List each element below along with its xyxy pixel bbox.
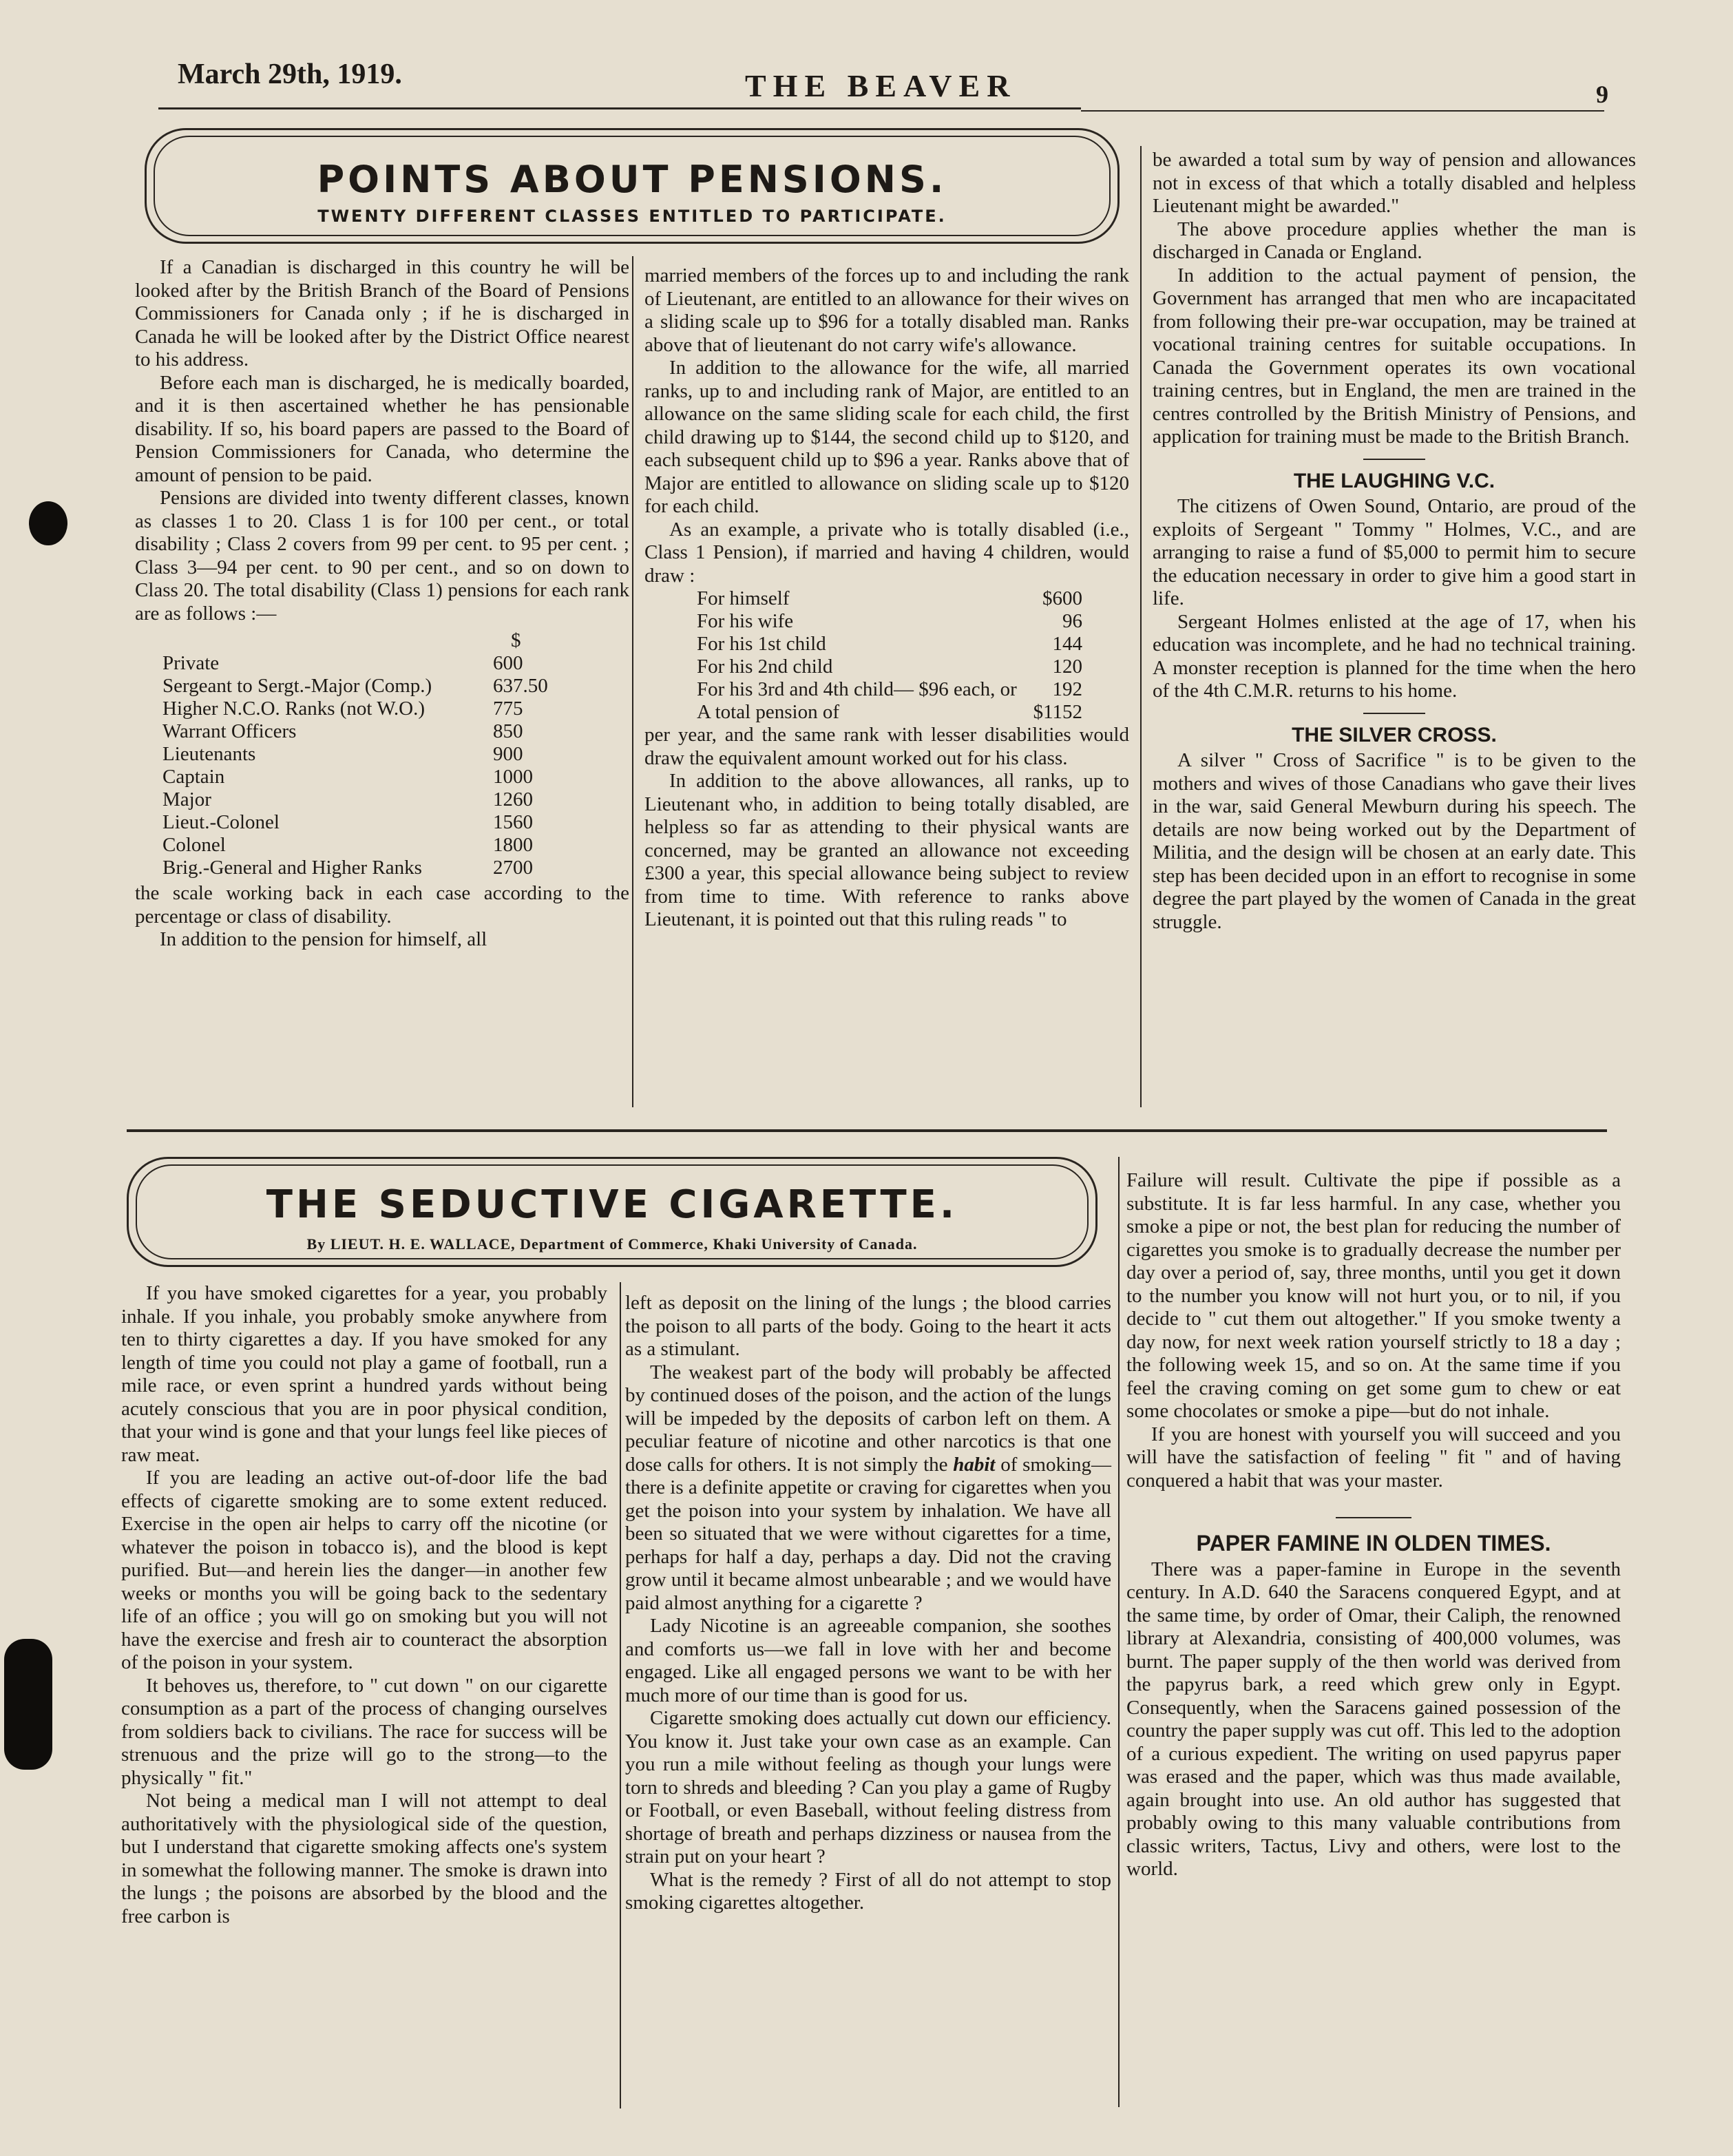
rank-amount: 2700 — [493, 857, 533, 879]
paragraph: married members of the forces up to and including the rank of Lieutenant, are entitled to an allowance for their wives on a sliding scale up to $96 for a totally disabled man. Ranks above that of lieutenant do not carry wife's allowance. — [644, 264, 1129, 356]
rank-name: Brig.-General and Higher Ranks — [162, 857, 422, 879]
draw-label: For his wife — [697, 610, 794, 632]
rank-amount: 900 — [493, 743, 523, 765]
table-row — [162, 811, 548, 834]
column-divider — [1118, 1157, 1120, 2107]
draw-label: For his 2nd child — [697, 656, 833, 678]
paragraph: Sergeant Holmes enlisted at the age of 17, when his education was incomplete, and he had no technical training. A monster reception is planned for the time when the hero of the 4th C.M.R. returns to his home. — [1153, 610, 1636, 702]
rank-amount: 1560 — [493, 811, 533, 833]
cigarette-title-box — [127, 1157, 1097, 1267]
rank-amount: 637.50 — [493, 675, 548, 697]
laughing-vc-title: THE LAUGHING V.C. — [1293, 469, 1495, 492]
paragraph: Not being a medical man I will not attempt to deal authoritatively with the physiological side of the question, but I understand that cigarette smoking affects one's system in somewhat the following manner. The smoke is drawn into the lungs ; the poisons are absorbed by the blood and the free carbon is — [121, 1790, 607, 1927]
table-row — [697, 656, 1082, 678]
rank-pension-table — [162, 629, 548, 879]
paragraph: If you are leading an active out-of-door life the bad effects of cigarette smoking are to some extent reduced. Exercise in the open air helps to carry off the nicotine (or whatever the poison in tobacco is), and the blood is kept purified. But—and herein lies the danger—in another few weeks or months you will be going back to the sedentary life of an office ; you will go on smoking but you will not have the exercise and fresh air to counteract the absorption of the poison in your system. — [121, 1467, 607, 1673]
pensions-title-box — [145, 128, 1120, 244]
table-row — [162, 788, 548, 811]
paragraph: If a Canadian is discharged in this country he will be looked after by the British Branch of the Board of Pensions Commissioners for Canada only ; if he is discharged in Canada he will be looked after by the District Office nearest to his address. — [135, 256, 629, 370]
paragraph: Cigarette smoking does actually cut down our efficiency. You know it. Just take your own case as an example. Can you run a mile without feeling as though your lungs were torn to shreds and bleeding ? Can you play a game of Rugby or Football, or even Baseball, without feeling distress from shortage of breath and perhaps dizziness or nausea from the strain put on your heart ? — [625, 1707, 1111, 1867]
table-row — [162, 766, 548, 788]
draw-label: For his 1st child — [697, 633, 826, 655]
currency-header: $ — [511, 629, 521, 651]
section-rule — [127, 1129, 1607, 1132]
column-divider — [620, 1282, 621, 2108]
paragraph: be awarded a total sum by way of pension and allowances not in excess of that which a totally disabled and helpless Lieutenant might be awarded." — [1153, 149, 1636, 217]
paragraph: There was a paper-famine in Europe in the seventh century. In A.D. 640 the Saracens conquered Egypt, and at the same time, by order of Omar, their Caliph, the renowned library at Alexandria, consisting of 400,000 volumes, was burnt. The paper supply of the then world was derived from the papyrus bark, a reed which grew only in Egypt. Consequently, when the Saracens gained possession of the country the paper supply was cut off. This led to the adoption of a curious expedient. The writing on used papyrus paper was erased and the paper, which was thus made available, again brought into use. An old author has suggested that probably owing to this many valuable contributions from classic writers, Tactus, Livy and others, were lost to the world. — [1126, 1558, 1621, 1880]
rank-amount: 1000 — [493, 766, 533, 788]
rank-amount: 600 — [493, 652, 523, 674]
rank-name: Major — [162, 788, 211, 810]
paragraph: In addition to the pension for himself, all — [160, 928, 487, 950]
paragraph: Failure will result. Cultivate the pipe if possible as a substitute. It is far less harmful. In any case, whether you smoke a pipe or not, the best plan for reducing the number of cigarettes you smoke is to gradually decrease the number per day over a period of, say, three months, until you get it down to the number you know will not hurt you, or to nil, if you decide to " cut them out altogether." If you smoke twenty a day now, for next week ration yourself strictly to 18 a day ; the following week 15, and so on. At the same time if you feel the craving coming on get some gum to chew or eat some chocolates or smoke a pipe—but do not inhale. — [1126, 1169, 1621, 1422]
rank-amount: 1800 — [493, 834, 533, 856]
issue-date: March 29th, 1919. — [178, 59, 402, 90]
draw-value: $600 — [1042, 587, 1082, 609]
draw-value: 96 — [1062, 610, 1082, 632]
emphasis: habit — [953, 1453, 996, 1476]
rank-name: Sergeant to Sergt.-Major (Comp.) — [162, 675, 432, 697]
example-pension-table — [697, 587, 1082, 724]
draw-value: 144 — [1052, 633, 1082, 655]
draw-value: 192 — [1052, 678, 1082, 700]
paragraph: The above procedure applies whether the man is discharged in Canada or England. — [1153, 218, 1636, 263]
table-row — [162, 743, 548, 766]
table-row — [162, 652, 548, 675]
rank-name: Private — [162, 652, 220, 674]
cigarette-byline: By LIEUT. H. E. WALLACE, Department of Commerce, Khaki University of Canada. — [306, 1235, 918, 1253]
rank-name: Lieutenants — [162, 743, 256, 765]
binding-hole-top — [29, 501, 67, 545]
rank-name: Warrant Officers — [162, 720, 297, 742]
paragraph: If you are honest with yourself you will succeed and you will have the satisfaction of feeling " fit " and of having conquered a habit that was your master. — [1126, 1423, 1621, 1492]
paragraph: In addition to the allowance for the wife, all married ranks, up to and including rank of Major, are entitled to an allowance on the same sliding scale for each child, the first child drawing up to $144, the second child up to $120, and each subsequent child up to $96 a year. Ranks above that of Major are entitled to allowance on sliding scale up to $120 for each child. — [644, 357, 1129, 517]
table-row — [162, 857, 548, 879]
rank-amount: 1260 — [493, 788, 533, 810]
divider — [1363, 459, 1425, 460]
header-rule — [158, 107, 1081, 109]
binding-hole-bottom — [4, 1639, 52, 1770]
paragraph: Before each man is discharged, he is medically boarded, and it is then ascertained whether he has pensionable disability. If so, his board papers are passed to the Board of Pension Commissioners for Canada, who determine the amount of pension to be paid. — [135, 371, 629, 486]
silver-cross-title: THE SILVER CROSS. — [1292, 723, 1497, 746]
paragraph: The citizens of Owen Sound, Ontario, are proud of the exploits of Sergeant " Tommy " Holmes, V.C., and are arranging to raise a fund of $5,000 to permit him to secure the education necessary in order to give him a good start in life. — [1153, 495, 1636, 609]
paragraph: A silver " Cross of Sacrifice " is to be given to the mothers and wives of those Canadians who gave their lives in the war, said General Mewburn during his speech. The details are now being worked out by the Department of Militia, and the design will be chosen at an early date. This step has been decided upon in an effort to recognise in some degree the part played by the women of Canada in the great struggle. — [1153, 749, 1636, 933]
cigarette-title: THE SEDUCTIVE CIGARETTE. — [266, 1182, 958, 1227]
divider — [1363, 713, 1425, 714]
cigarette-column-1 — [121, 1282, 607, 1928]
cigarette-column-3 — [1126, 1169, 1621, 1881]
pensions-column-3 — [1153, 149, 1636, 934]
paragraph: In addition to the actual payment of pension, the Government has arranged that men who are incapacitated from following their pre-war occupation, may be trained at vocational training centres for suitable occupations. In Canada the Government operates its own vocational training centres, but in England, the men are trained in the centres controlled by the British Ministry of Pensions, and application for training must be made to the British Branch. — [1153, 264, 1636, 448]
draw-label: For his 3rd and 4th child— $96 each, or — [697, 678, 1017, 700]
paragraph: It behoves us, therefore, to " cut down " on our cigarette consumption as a part of the process of changing ourselves from soldiers back to civilians. The race for success will be strenuous and the prize will go to the strong—to the physically " fit." — [121, 1674, 607, 1789]
draw-label: A total pension of — [697, 701, 840, 723]
rank-amount: 775 — [493, 698, 523, 720]
rank-amount: 850 — [493, 720, 523, 742]
table-row — [162, 698, 548, 720]
table-row — [162, 834, 548, 857]
pensions-column-2 — [644, 264, 1129, 932]
paragraph: As an example, a private who is totally disabled (i.e., Class 1 Pension), if married and having 4 children, would draw : — [644, 518, 1129, 587]
paragraph: the scale working back in each case according to the percentage or class of disability. — [135, 882, 629, 928]
draw-value: 120 — [1052, 656, 1082, 678]
paragraph: left as deposit on the lining of the lungs ; the blood carries the poison to all parts of the body. Going to the heart it acts as a stimulant. — [625, 1292, 1111, 1360]
cigarette-column-2 — [625, 1292, 1111, 1915]
pensions-title: POINTS ABOUT PENSIONS. — [317, 158, 947, 201]
masthead: THE BEAVER — [745, 68, 1017, 103]
draw-value: $1152 — [1033, 701, 1082, 723]
table-row — [697, 633, 1082, 656]
paragraph: If you have smoked cigarettes for a year, you probably inhale. If you inhale, you probably smoke anywhere from ten to thirty cigarettes a day. If you have smoked for any length of time you could not play a game of football, run a mile race, or even sprint a hundred yards without being acutely conscious that you are in poor physical condition, that your wind is gone and that your lungs feel like pieces of raw meat. — [121, 1282, 607, 1466]
table-row — [697, 610, 1082, 633]
page-number: 9 — [1596, 81, 1608, 108]
table-row — [697, 701, 1082, 724]
rank-name: Lieut.-Colonel — [162, 811, 280, 833]
table-row — [697, 678, 1082, 701]
paper-famine-title: PAPER FAMINE IN OLDEN TIMES. — [1196, 1531, 1551, 1556]
pensions-column-1 — [135, 256, 629, 952]
paragraph: per year, and the same rank with lesser disabilities would draw the equivalent amount worked out for his class. — [644, 724, 1129, 769]
paragraph: Pensions are divided into twenty different classes, known as classes 1 to 20. Class 1 is for 100 per cent., or total disability ; Class 2 covers from 99 per cent. to 95 per cent. ; Class 3—94 per cent. to 90 per cent., and so on down to Class 20. The total disability (Class 1) pensions for each rank are as follows :— — [135, 487, 629, 625]
table-row — [162, 720, 548, 743]
paragraph: Lady Nicotine is an agreeable companion, she soothes and comforts us—we fall in love with her and become engaged. Like all engaged persons we want to be with her much more of our time than is good for us. — [625, 1615, 1111, 1706]
draw-label: For himself — [697, 587, 790, 609]
column-divider — [1140, 146, 1142, 1107]
paragraph-text: of smoking—there is a definite appetite or craving for cigarettes when you get the poison into your system by inhalation. We have all been so situated that we were without cigarettes for a time, perhaps for half a day, perhaps a day. Did not the craving grow until it became almost unbearable ; and we would have paid almost anything for a cigarette ? — [625, 1453, 1112, 1614]
table-row — [162, 675, 548, 698]
paragraph: What is the remedy ? First of all do not attempt to stop smoking cigarettes altogether. — [625, 1868, 1111, 1914]
paragraph-text: The weakest part of the body will probably be affected by continued doses of the poison, and the action of the lungs will be impeded by the deposits of carbon left on them. A peculiar feature of nicotine and other narcotics is that one dose calls for others. It is not simply the — [625, 1361, 1111, 1476]
table-row — [697, 587, 1082, 610]
header-rule-right — [1081, 110, 1604, 112]
column-divider — [632, 256, 633, 1107]
paragraph: In addition to the above allowances, all ranks, up to Lieutenant who, in addition to being totally disabled, are helpless so far as attending to their physical wants are concerned, may be granted an allowance not exceeding £300 a year, this special allowance being subject to review from time to time. With reference to ranks above Lieutenant, it is pointed out that this ruling reads " to — [644, 770, 1129, 930]
paragraph — [625, 1361, 1111, 1615]
pensions-subtitle: TWENTY DIFFERENT CLASSES ENTITLED TO PARTICIPATE. — [317, 207, 947, 226]
rank-name: Captain — [162, 766, 225, 788]
divider — [1336, 1517, 1411, 1518]
rank-name: Colonel — [162, 834, 226, 856]
rank-name: Higher N.C.O. Ranks (not W.O.) — [162, 698, 426, 720]
